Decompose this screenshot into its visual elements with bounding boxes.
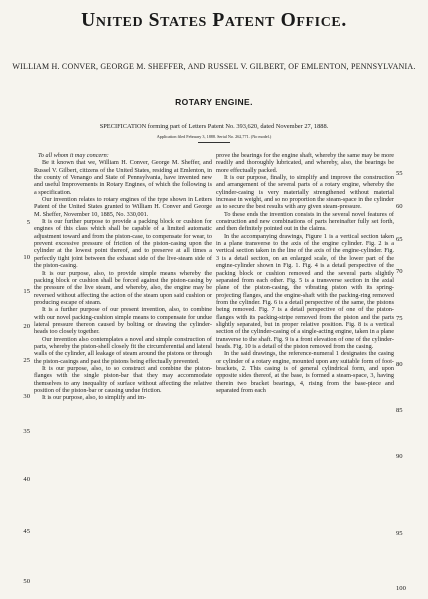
line-number: 50 bbox=[23, 578, 30, 585]
right-column bbox=[216, 152, 394, 394]
line-number: 65 bbox=[396, 236, 403, 243]
application-line: Application filed February 3, 1888. Serial No. 262,771. (No model.) bbox=[156, 134, 272, 139]
paragraph: It is our further purpose to provide a packing block or cushion for engines of this class which shall be capable of a limited automatic adjustment toward and from the piston-case, to compensate for wear, to prevent excessive pressure of friction of the piston-casing upon the cylinder at the lowest point thereof, and to preserve at all times a perfectly tight joint between the exhaust side of the live-steam side of the piston-casing. bbox=[34, 218, 212, 270]
line-number: 55 bbox=[396, 170, 403, 177]
divider-rule bbox=[198, 142, 230, 143]
paragraph: It is our purpose, also, to provide simple means whereby the packing block or cushion shall be forced against the piston-casing by the pressure of the live steam, and whereby, also, the engine may be reversed without affecting the action of the steam upon said cushion or producing escape of steam. bbox=[34, 269, 212, 306]
paragraph: prove the bearings for the engine shaft, whereby the same may be more readily and thoroughly lubricated, and whereby, also, the bearings be more effectually packed. bbox=[216, 152, 394, 174]
left-column bbox=[34, 152, 212, 402]
line-number: 35 bbox=[23, 428, 30, 435]
line-number: 5 bbox=[26, 219, 30, 226]
line-number: 90 bbox=[396, 453, 403, 460]
line-number: 10 bbox=[23, 254, 30, 261]
paragraph: In the said drawings, the reference-numeral 1 designates the casing or cylinder of a rotary engine, mounted upon any suitable form of foot-brackets, 2. This casing is of general cylindrical form, and upon opposite sides thereof, at the base, is formed a steam-space, 3, having therein two bracket bearings, 4, rising from the base-piece and separated from each bbox=[216, 350, 394, 394]
paragraph: Our invention also contemplates a novel and simple construction of parts, whereby the piston-shell closely fit the circumferential and lateral walls of the cylinder, all leakage of steam around the pistons or through the piston-casings and past the pistons being effectually prevented. bbox=[34, 335, 212, 365]
patentee-names: WILLIAM H. CONVER, GEORGE M. SHEFFER, AND RUSSEL V. GILBERT, OF EMLENTON, PENNSYLVANIA. bbox=[12, 62, 416, 71]
line-number: 80 bbox=[396, 361, 403, 368]
invention-title: ROTARY ENGINE. bbox=[175, 97, 253, 107]
office-title: United States Patent Office. bbox=[81, 10, 347, 31]
line-number: 95 bbox=[396, 530, 403, 537]
line-number: 85 bbox=[396, 407, 403, 414]
line-number: 100 bbox=[396, 585, 406, 592]
specification-line: SPECIFICATION forming part of Letters Patent No. 393,620, dated November 27, 1888. bbox=[99, 123, 329, 130]
paragraph: It is our purpose, also, to so construct and combine the piston-flanges with the single piston-bar that they may accommodate themselves to any inequality of surface without affecting the relative position of the piston-bar or causing undue friction. bbox=[34, 364, 212, 394]
paragraph: Be it known that we, William H. Conver, George M. Sheffer, and Russel V. Gilbert, citizens of the United States, residing at Emlenton, in the county of Venango and State of Pennsylvania, have invented new and useful Improvements in Rotary Engines, of which the following is a specification. bbox=[34, 159, 212, 196]
line-number: 45 bbox=[23, 528, 30, 535]
paragraph: It is our purpose, finally, to simplify and improve the construction and arrangement of the several parts of a rotary engine, whereby the cylinder-casing is very materially strengthened without material increase in weight, and so no proportion the steam-space in the cylinder as to secure the best results with any given steam-pressure. bbox=[216, 174, 394, 211]
line-number: 75 bbox=[396, 315, 403, 322]
line-number: 30 bbox=[23, 393, 30, 400]
line-number: 25 bbox=[23, 357, 30, 364]
salutation: To all whom it may concern: bbox=[38, 152, 109, 159]
paragraph: It is a further purpose of our present invention, also, to combine with our novel packing-cushion simple means to compensate for undue lateral pressure thereon caused by bolting or drawing the cylinder-heads too closely together. bbox=[34, 306, 212, 336]
paragraph: Our invention relates to rotary engines of the type shown in Letters Patent of the United States granted to William H. Conver and George M. Sheffer, November 10, 1885, No. 330,001. bbox=[34, 196, 212, 218]
line-number: 60 bbox=[396, 203, 403, 210]
line-number: 20 bbox=[23, 323, 30, 330]
line-number: 40 bbox=[23, 476, 30, 483]
line-number: 70 bbox=[396, 268, 403, 275]
paragraph: In the accompanying drawings, Figure 1 is a vertical section taken in a plane transverse to the axis of the engine cylinder. Fig. 2 is a vertical section taken in the line of the axis of the engine-cylinder. Fig. 3 is a detail section, on an enlarged scale, of the lower part of the engine-cylinder shown in Fig. 1. Fig. 4 is a detail perspective of the packing block or cushion removed and the several parts slightly separated from each other. Fig. 5 is a transverse section in the axial plane of the piston-casing, the vibrating piston with its spring-projecting flanges, and the engine-shaft with the packing-ring removed from the cylinder. Fig. 6 is a detail perspective of the same, the pistons being removed. Fig. 7 is a detail perspective of one of the piston-flanges with its packing-stripe removed from the piston and the parts slightly separated, but in proper relative position. Fig. 8 is a vertical section of the cylinder-casing of a single-acting engine, taken in a plane transverse to the shaft. Fig. 9 is a front elevation of one of the cylinder-heads. Fig. 10 is a detail of the piston removed from the casing. bbox=[216, 232, 394, 350]
paragraph: It is our purpose, also, to simplify and im- bbox=[42, 394, 147, 402]
paragraph: To these ends the invention consists in the several novel features of construction and new combinations of parts hereinafter fully set forth, and then definitely pointed out in the claims. bbox=[216, 210, 394, 233]
line-number: 15 bbox=[23, 288, 30, 295]
